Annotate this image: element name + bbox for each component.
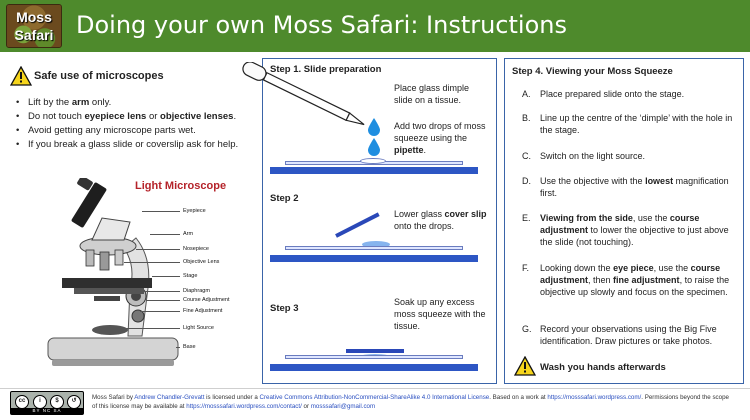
- label-nosepiece: Nosepiece: [183, 246, 209, 252]
- step4-item-b: B. Line up the centre of the ‘dimple’ with the hole in the stage.: [522, 113, 733, 135]
- label-course-adjustment: Course Adjustment: [183, 297, 230, 303]
- author-link[interactable]: Andrew Chandler-Grevatt: [134, 394, 205, 401]
- logo-line-2: Safari: [14, 27, 54, 43]
- license-link[interactable]: Creative Commons Attribution-NonCommercial-ShareAlike 4.0 International License: [259, 394, 490, 401]
- license-text: Moss Safari by Andrew Chandler-Grevatt is licensed under a Creative Commons Attribution-NonCommercial-ShareAlike 4.0 International License. Based on a work at https://mosssafari.wordpress.com/. Permissions beyond the scope of this license may be available at https://mosssafari.wordpress.com/contact/ or mosssafari@gmail.com: [92, 394, 729, 410]
- step1-title: Step 1. Slide preparation: [270, 64, 382, 75]
- label-base: Base: [183, 344, 196, 350]
- step2-title: Step 2: [270, 193, 299, 204]
- safety-item: • Avoid getting any microscope parts wet.: [14, 124, 259, 138]
- contact-link[interactable]: https://mosssafari.wordpress.com/contact/: [186, 403, 302, 410]
- step3-text: Soak up any excess moss squeeze with the tissue.: [394, 297, 486, 331]
- label-arm: Arm: [183, 231, 194, 237]
- step4-item-f: F. Looking down the eye piece, use the course adjustment, then fine adjustment, to raise the objective up slowly and focus on the specimen.: [522, 263, 730, 297]
- warning-icon: [514, 356, 536, 376]
- glass-slide: [285, 355, 463, 359]
- pipette-icon: [228, 62, 378, 132]
- safety-item: • Do not touch eyepiece lens or objective lenses.: [14, 110, 259, 124]
- step4-item-e: E. Viewing from the side, use the course adjustment to lower the objective to just above the slide (not touching).: [522, 213, 729, 247]
- safety-item: • If you break a glass slide or coverslip ask for help.: [14, 138, 259, 152]
- step4-title: Step 4. Viewing your Moss Squeeze: [512, 66, 673, 77]
- safety-list: [14, 96, 259, 152]
- label-line: [142, 211, 180, 212]
- wash-hands-note: Wash you hands afterwards: [540, 362, 666, 373]
- label-line: [122, 291, 180, 292]
- safety-title: Safe use of microscopes: [34, 70, 164, 82]
- step2-text: Lower glass cover slip onto the drops.: [394, 209, 487, 231]
- label-line: [136, 249, 180, 250]
- label-eyepiece: Eyepiece: [183, 208, 206, 214]
- label-stage: Stage: [183, 273, 198, 279]
- step4-item-a: A. Place prepared slide onto the stage.: [522, 89, 685, 99]
- tissue: [270, 364, 478, 371]
- label-diaphragm: Diaphragm: [183, 288, 210, 294]
- glass-slide: [285, 246, 463, 250]
- logo-line-1: Moss: [16, 9, 52, 25]
- cc-circle-icon: cc: [15, 395, 29, 409]
- email-link[interactable]: mosssafari@gmail.com: [310, 403, 376, 410]
- tissue: [270, 255, 478, 262]
- label-line: [140, 311, 180, 312]
- tissue: [270, 167, 478, 174]
- label-objective-lens: Objective Lens: [183, 259, 220, 265]
- nc-circle-icon: $: [50, 395, 64, 409]
- step4-item-g: G. Record your observations using the Big Five identification. Draw pictures or take photos.: [522, 324, 717, 346]
- safety-item: • Lift by the arm only.: [14, 96, 259, 110]
- label-line: [176, 347, 180, 348]
- label-line: [126, 328, 180, 329]
- sa-circle-icon: ↺: [67, 395, 81, 409]
- label-line: [146, 300, 180, 301]
- warning-icon: [10, 66, 32, 86]
- step1-text-a: Place glass dimple slide on a tissue.: [394, 83, 470, 105]
- site-link[interactable]: https://mosssafari.wordpress.com/: [547, 394, 642, 401]
- slide-dimple: [360, 158, 386, 164]
- label-line: [124, 262, 180, 263]
- step4-item-c: C. Switch on the light source.: [522, 151, 646, 161]
- by-circle-icon: i: [33, 395, 47, 409]
- water-drop-icon: [368, 138, 380, 156]
- label-line: [150, 234, 180, 235]
- microscope-title: Light Microscope: [135, 180, 227, 192]
- step4-item-d: D. Use the objective with the lowest magnification first.: [522, 176, 729, 198]
- footer-divider: [0, 388, 750, 389]
- moss-safari-logo: [6, 4, 62, 48]
- step1-text-b: Add two drops of moss squeeze using the pipette.: [394, 121, 486, 155]
- water-drop-icon: [368, 118, 380, 136]
- creative-commons-icon[interactable]: [10, 391, 84, 415]
- cover-slip: [346, 349, 404, 353]
- step3-title: Step 3: [270, 303, 299, 314]
- microscope-icon: [38, 178, 188, 378]
- cc-license-label: BY NC SA: [11, 408, 83, 414]
- label-light-source: Light Source: [183, 325, 214, 331]
- label-line: [152, 276, 180, 277]
- label-fine-adjustment: Fine Adjustment: [183, 308, 223, 314]
- header-bar: [0, 0, 750, 52]
- page-title: Doing your own Moss Safari: Instructions: [76, 11, 567, 39]
